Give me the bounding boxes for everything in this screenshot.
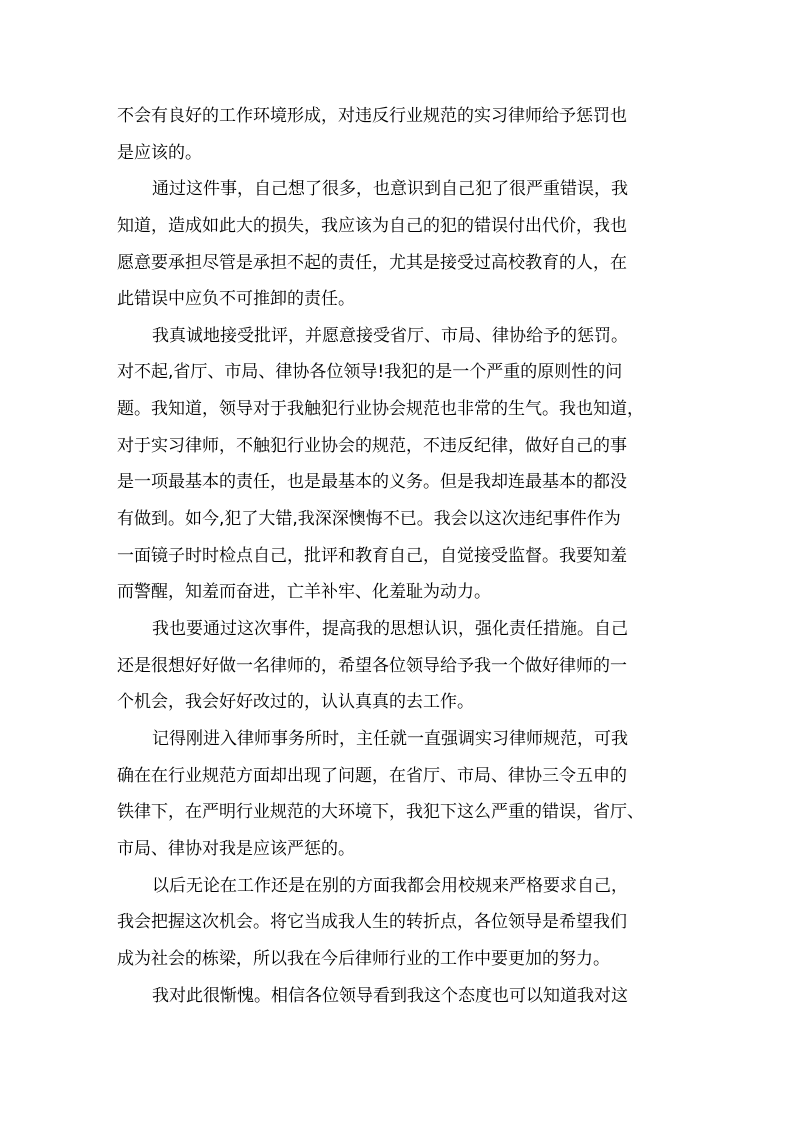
text-line: 确在在行业规范方面却出现了问题，在省厅、市局、律协三令五申的 (117, 766, 627, 786)
text-line: 知道，造成如此大的损失，我应该为自己的犯的错误付出代价，我也 (117, 216, 627, 236)
text-line: 通过这件事，自己想了很多，也意识到自己犯了很严重错误，我 (152, 179, 628, 199)
text-line: 对于实习律师，不触犯行业协会的规范，不违反纪律，做好自己的事 (117, 436, 627, 456)
text-line: 市局、律协对我是应该严惩的。 (117, 839, 355, 859)
text-line: 记得刚进入律师事务所时，主任就一直强调实习律师规范，可我 (152, 729, 628, 749)
text-line: 而警醒，知羞而奋进，亡羊补牢、化羞耻为动力。 (117, 582, 491, 602)
text-line: 还是很想好好做一名律师的，希望各位领导给予我一个做好律师的一 (117, 656, 627, 676)
text-line: 一面镜子时时检点自己，批评和教育自己，自觉接受监督。我要知羞 (117, 546, 627, 566)
text-line: 有做到。如今,犯了大错,我深深懊悔不已。我会以这次违纪事件作为 (117, 509, 621, 529)
text-line: 铁律下，在严明行业规范的大环境下，我犯下这么严重的错误，省厅、 (117, 802, 644, 822)
text-line: 我对此很惭愧。相信各位领导看到我这个态度也可以知道我对这 (152, 986, 628, 1006)
text-line: 此错误中应负不可推卸的责任。 (117, 289, 355, 309)
text-line: 愿意要承担尽管是承担不起的责任，尤其是接受过高校教育的人，在 (117, 253, 627, 273)
text-line: 个机会，我会好好改过的，认认真真的去工作。 (117, 692, 474, 712)
text-line: 以后无论在工作还是在别的方面我都会用校规来严格要求自己， (152, 876, 628, 896)
text-line: 是应该的。 (117, 143, 202, 163)
text-line: 成为社会的栋梁，所以我在今后律师行业的工作中要更加的努力。 (117, 949, 610, 969)
text-line: 对不起,省厅、市局、律协各位领导!我犯的是一个严重的原则性的问 (117, 362, 623, 382)
text-line: 题。我知道，领导对于我触犯行业协会规范也非常的生气。我也知道， (117, 399, 644, 419)
text-line: 是一项最基本的责任，也是最基本的义务。但是我却连最基本的都没 (117, 472, 627, 492)
text-line: 不会有良好的工作环境形成，对违反行业规范的实习律师给予惩罚也 (117, 106, 627, 126)
text-line: 我真诚地接受批评，并愿意接受省厅、市局、律协给予的惩罚。 (152, 326, 628, 346)
text-line: 我会把握这次机会。将它当成我人生的转折点，各位领导是希望我们 (117, 912, 627, 932)
text-line: 我也要通过这次事件，提高我的思想认识，强化责任措施。自己 (152, 619, 628, 639)
